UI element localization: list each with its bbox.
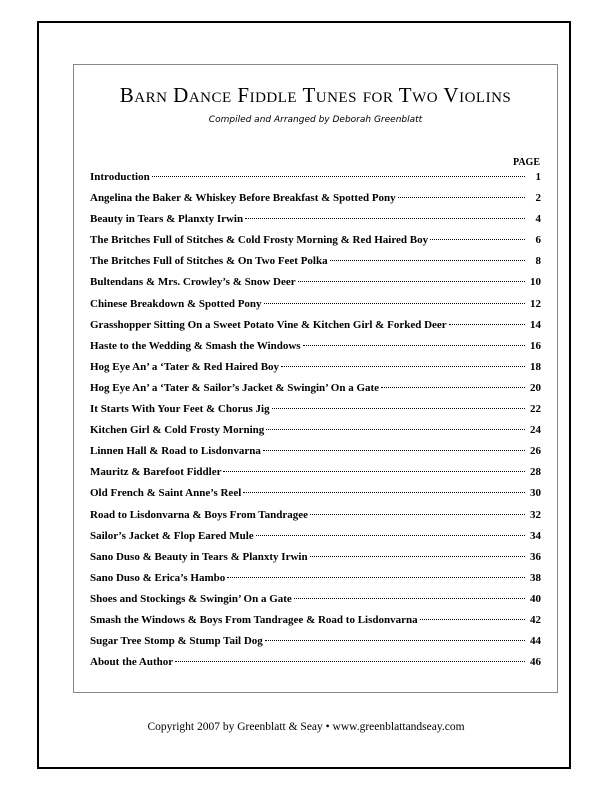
toc-entry-title: Smash the Windows & Boys From Tandragee & Road to Lisdonvarna (90, 613, 418, 626)
toc-entry-page: 2 (535, 192, 541, 205)
toc-entry-title: Sugar Tree Stomp & Stump Tail Dog (90, 635, 263, 648)
toc-entry-title: Angelina the Baker & Whiskey Before Breakfast & Spotted Pony (90, 192, 396, 205)
toc-entry (90, 635, 541, 656)
toc-entry-title: The Britches Full of Stitches & Cold Frosty Morning & Red Haired Boy (90, 234, 429, 247)
dot-leader (272, 408, 525, 409)
book-title: Barn Dance Fiddle Tunes for Two Violins (119, 83, 512, 107)
toc-entry-title: Hog Eye An’ a ‘Tater & Red Haired Boy (90, 360, 280, 373)
dot-leader (310, 556, 525, 557)
toc-entry (90, 509, 541, 530)
toc-entry-page: 10 (530, 276, 541, 289)
dot-leader (294, 598, 525, 599)
toc-entry-page: 44 (530, 635, 541, 648)
toc-entry-page: 26 (530, 445, 541, 458)
toc-entry (90, 382, 541, 403)
toc-entry-page: 32 (530, 508, 541, 521)
toc-entry-page: 38 (530, 571, 541, 584)
toc-entry-title: Road to Lisdonvarna & Boys From Tandragee (90, 508, 308, 521)
toc-entry (90, 213, 541, 234)
toc-entry-page: 1 (535, 171, 541, 183)
copyright-footer: Copyright 2007 by Greenblatt & Seay • www.greenblattandseay.com (147, 721, 465, 733)
table-of-contents (90, 171, 541, 677)
toc-entry-title: Introduction (90, 171, 150, 183)
toc-entry (90, 298, 541, 319)
toc-entry (90, 340, 541, 361)
toc-entry-page: 22 (530, 403, 541, 416)
toc-entry-title: About the Author (90, 656, 174, 669)
dot-leader (303, 345, 525, 346)
toc-entry (90, 572, 541, 593)
book-subtitle: Compiled and Arranged by Deborah Greenblatt (208, 115, 423, 125)
dot-leader (227, 577, 525, 578)
contents-panel (73, 64, 558, 693)
toc-entry-page: 36 (530, 550, 541, 563)
dot-leader (266, 429, 525, 430)
toc-entry (90, 319, 541, 340)
dot-leader (265, 640, 525, 641)
dot-leader (175, 661, 525, 662)
toc-entry (90, 424, 541, 445)
toc-entry-page: 24 (530, 424, 541, 437)
toc-entry (90, 361, 541, 382)
dot-leader (264, 303, 525, 304)
toc-entry-page: 42 (530, 613, 541, 626)
toc-entry-page: 28 (530, 466, 541, 479)
toc-entry (90, 614, 541, 635)
toc-entry-page: 14 (530, 318, 541, 331)
toc-entry-title: Sailor’s Jacket & Flop Eared Mule (90, 529, 254, 542)
dot-leader (223, 471, 525, 472)
toc-entry-title: Shoes and Stockings & Swingin’ On a Gate (90, 592, 292, 605)
toc-entry-page: 6 (535, 234, 541, 247)
toc-entry-title: Mauritz & Barefoot Fiddler (90, 466, 222, 479)
dot-leader (256, 535, 525, 536)
toc-entry-title: Bultendans & Mrs. Crowley’s & Snow Deer (90, 276, 296, 289)
toc-entry-title: Sano Duso & Beauty in Tears & Planxty Irwin (90, 550, 308, 563)
dot-leader (330, 260, 525, 261)
toc-entry-page: 30 (530, 487, 541, 500)
dot-leader (298, 281, 525, 282)
toc-entry (90, 487, 541, 508)
dot-leader (449, 324, 525, 325)
page-column-header: PAGE (512, 157, 540, 168)
toc-entry-title: The Britches Full of Stitches & On Two Feet Polka (90, 255, 328, 268)
toc-entry (90, 551, 541, 572)
dot-leader (263, 450, 525, 451)
toc-entry-page: 20 (530, 381, 541, 394)
dot-leader (281, 366, 525, 367)
dot-leader (152, 176, 525, 177)
toc-entry-page: 4 (535, 213, 541, 226)
toc-entry-title: Haste to the Wedding & Smash the Windows (90, 339, 301, 352)
toc-entry (90, 593, 541, 614)
toc-entry (90, 255, 541, 276)
toc-entry-page: 40 (530, 592, 541, 605)
toc-entry-title: Grasshopper Sitting On a Sweet Potato Vine & Kitchen Girl & Forked Deer (90, 318, 447, 331)
dot-leader (245, 218, 525, 219)
toc-entry (90, 234, 541, 255)
toc-entry-page: 8 (535, 255, 541, 268)
dot-leader (310, 514, 525, 515)
toc-entry (90, 656, 541, 677)
dot-leader (381, 387, 525, 388)
dot-leader (243, 492, 525, 493)
toc-entry (90, 466, 541, 487)
dot-leader (398, 197, 525, 198)
toc-entry-page: 18 (530, 360, 541, 373)
toc-entry (90, 403, 541, 424)
toc-entry-title: Sano Duso & Erica’s Hambo (90, 571, 226, 584)
toc-entry-title: Kitchen Girl & Cold Frosty Morning (90, 424, 265, 437)
toc-entry (90, 171, 541, 192)
toc-entry-page: 46 (530, 656, 541, 669)
toc-entry-page: 12 (530, 297, 541, 310)
toc-entry (90, 445, 541, 466)
toc-entry-title: Chinese Breakdown & Spotted Pony (90, 297, 262, 310)
toc-entry (90, 276, 541, 297)
toc-entry-title: Linnen Hall & Road to Lisdonvarna (90, 445, 261, 458)
dot-leader (430, 239, 525, 240)
toc-entry (90, 192, 541, 213)
toc-entry-title: Old French & Saint Anne’s Reel (90, 487, 242, 500)
toc-entry-page: 34 (530, 529, 541, 542)
toc-entry (90, 530, 541, 551)
toc-entry-title: It Starts With Your Feet & Chorus Jig (90, 403, 270, 416)
toc-entry-title: Hog Eye An’ a ‘Tater & Sailor’s Jacket & Swingin’ On a Gate (90, 381, 380, 394)
dot-leader (420, 619, 525, 620)
toc-entry-page: 16 (530, 339, 541, 352)
toc-entry-title: Beauty in Tears & Planxty Irwin (90, 213, 244, 226)
